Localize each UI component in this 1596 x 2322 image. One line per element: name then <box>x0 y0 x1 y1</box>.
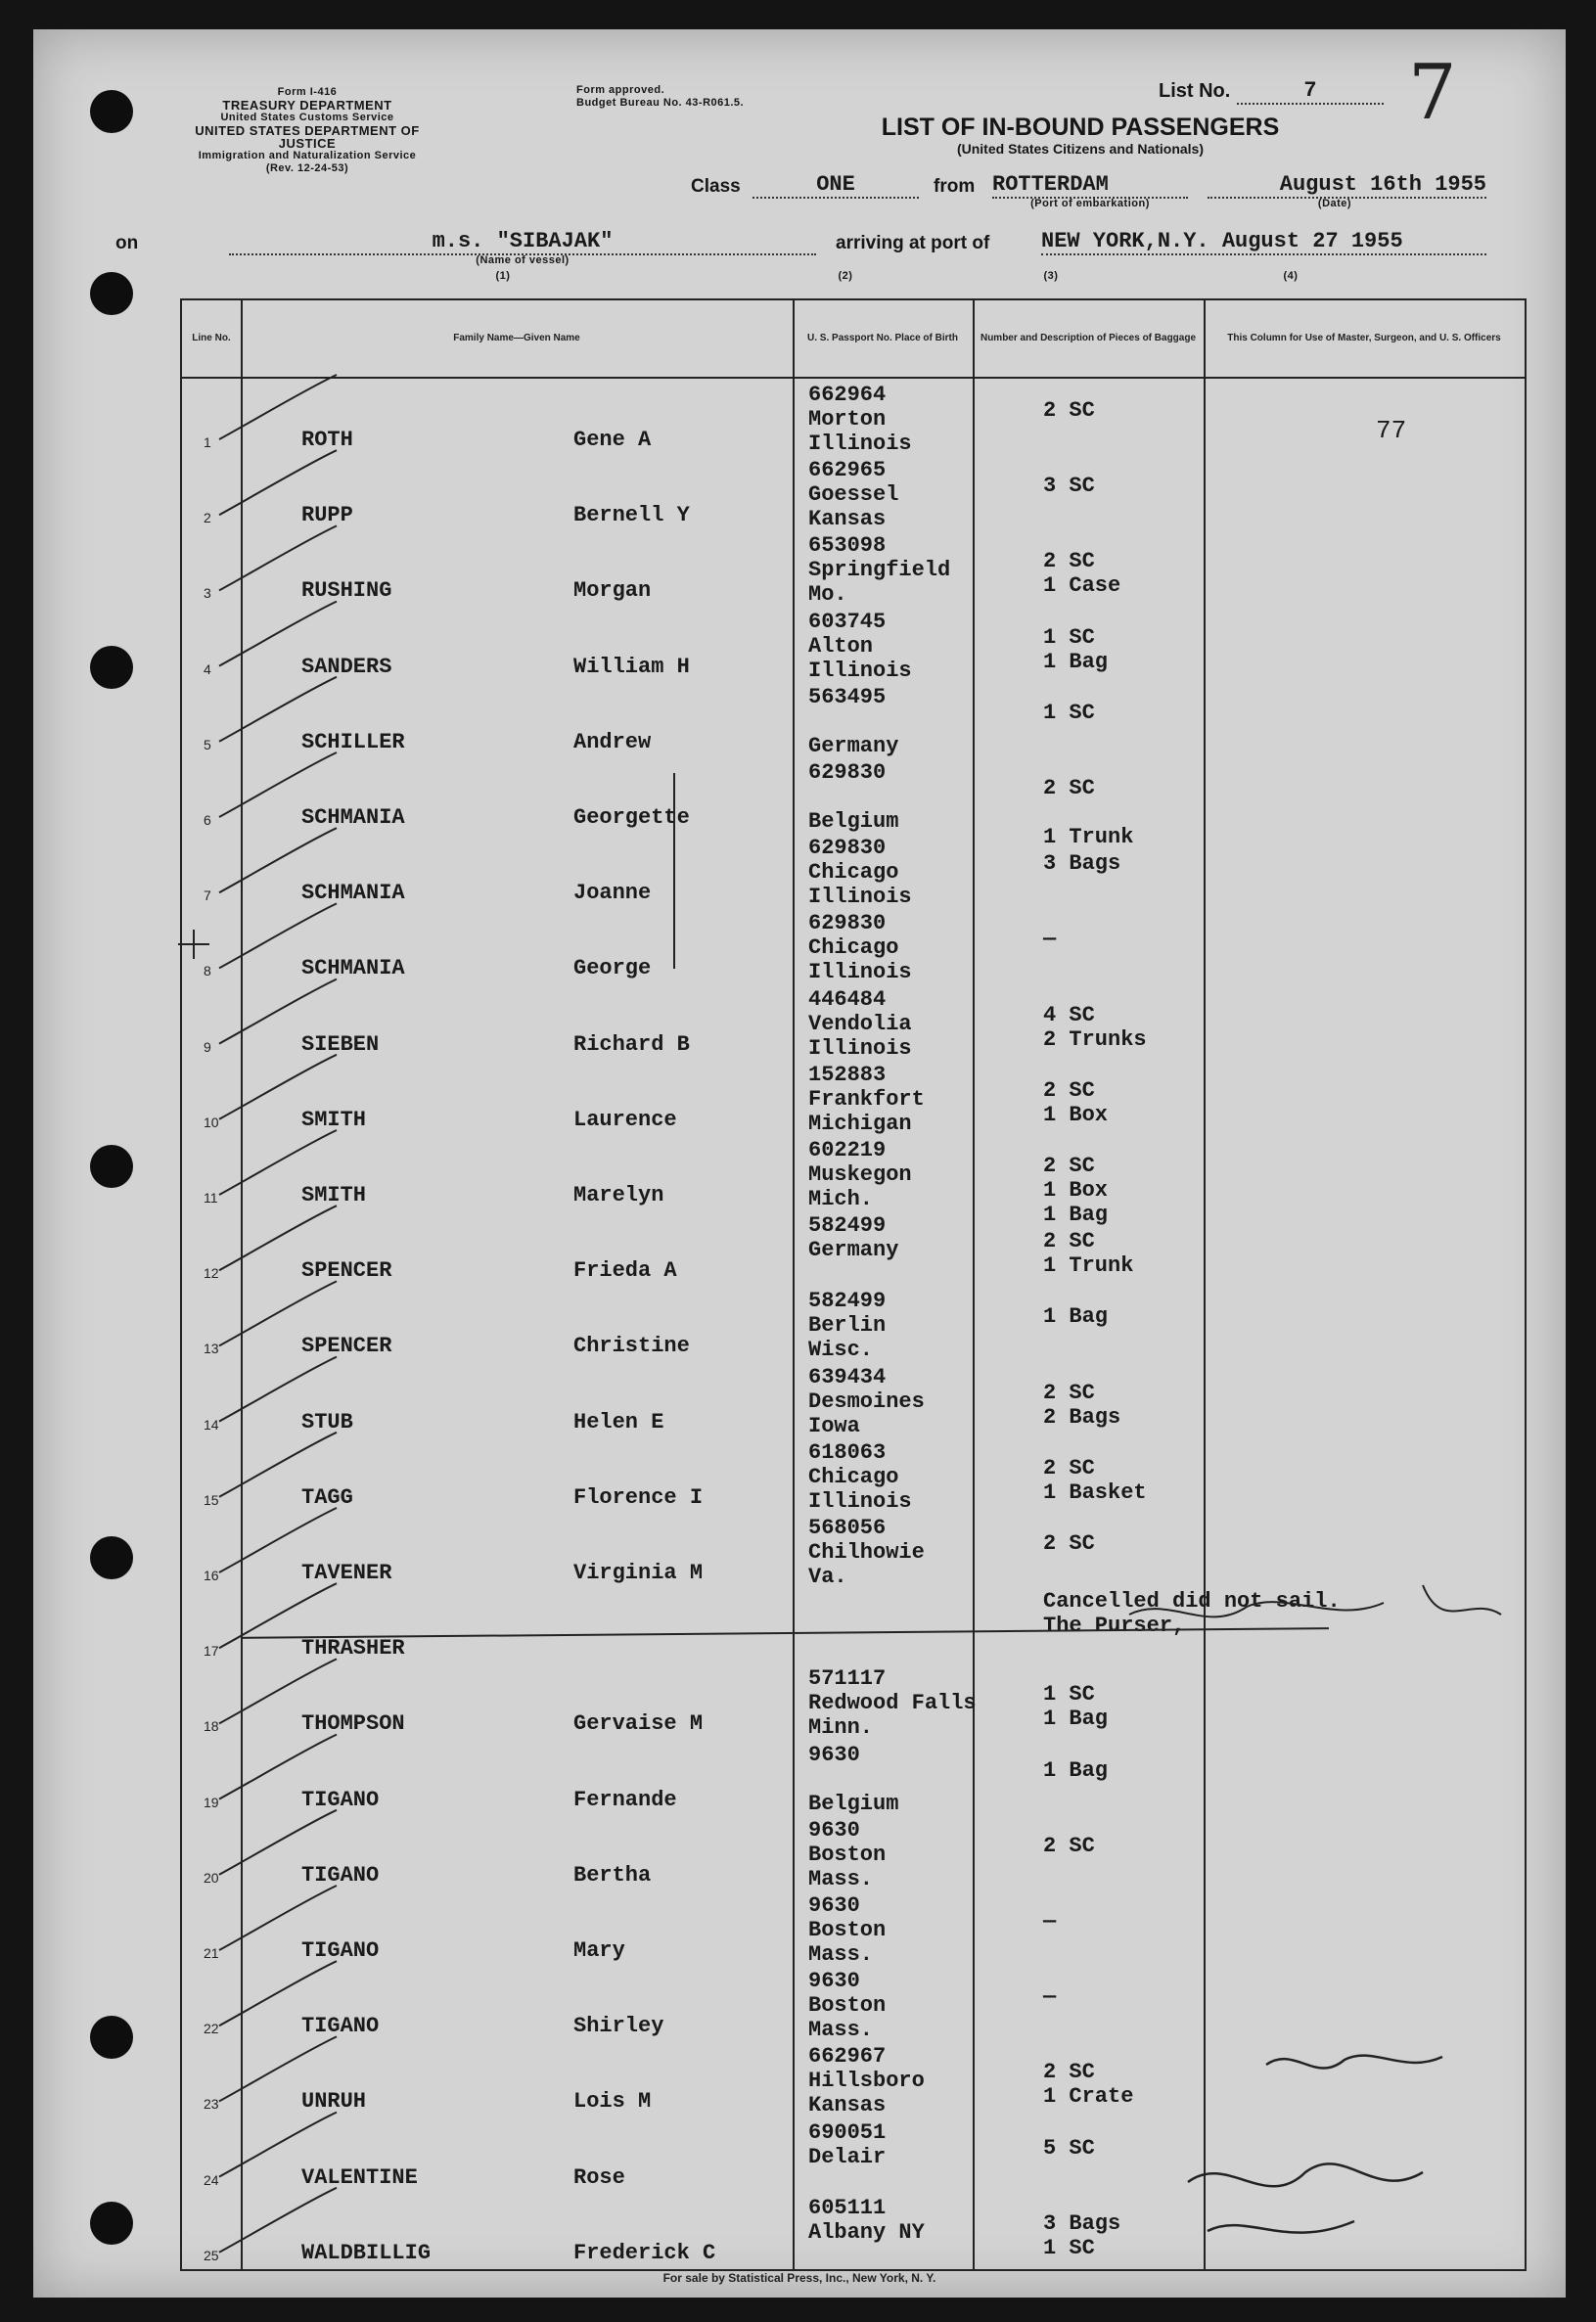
given-name: Laurence <box>573 1107 677 1132</box>
col-caption-1: (1) <box>495 270 511 282</box>
family-name: SCHILLER <box>301 729 405 754</box>
check-mark <box>219 1583 337 1648</box>
check-mark <box>219 828 337 892</box>
line-number: 5 <box>204 736 211 752</box>
handwritten-marks <box>33 29 1566 2298</box>
line-number: 14 <box>204 1416 219 1433</box>
given-name: Mary <box>573 1938 625 1963</box>
arriving-value: NEW YORK,N.Y. August 27 1955 <box>1041 229 1486 255</box>
family-name: SCHMANIA <box>301 881 405 906</box>
given-name: Georgette <box>573 805 690 830</box>
justice-dept: UNITED STATES DEPARTMENT OF JUSTICE <box>195 123 420 151</box>
family-name: TIGANO <box>301 1938 380 1963</box>
from-value: ROTTERDAM <box>992 172 1188 199</box>
check-mark <box>219 1735 337 1799</box>
page-subtitle: (United States Citizens and Nationals) <box>956 141 1205 157</box>
family-name: SANDERS <box>301 654 392 679</box>
family-name: SIEBEN <box>301 1031 380 1057</box>
passport-birthplace: 582499 Germany <box>808 1213 899 1263</box>
passport-birthplace: 9630 Boston Mass. <box>808 1893 887 1967</box>
passport-birthplace: 9630 Boston Mass. <box>808 1969 887 2043</box>
passport-birthplace: 605111 Albany NY <box>808 2195 925 2245</box>
line-number: 12 <box>204 1265 219 1282</box>
family-name: TAVENER <box>301 1561 392 1585</box>
arriving-label: arriving at port of <box>836 233 990 253</box>
passport-birthplace: 629830 Chicago Illinois <box>808 836 912 910</box>
baggage: — <box>1043 927 1057 952</box>
passport-birthplace: 446484 Vendolia Illinois <box>808 986 912 1061</box>
family-name: SPENCER <box>301 1334 392 1359</box>
given-name: Fernande <box>573 1787 677 1812</box>
passport-birthplace: 662965 Goessel Kansas <box>808 458 899 532</box>
line-number: 16 <box>204 1568 219 1583</box>
check-mark <box>219 375 337 439</box>
line-number: 10 <box>204 1114 219 1130</box>
given-name: Virginia M <box>573 1561 704 1585</box>
passport-birthplace: 618063 Chicago Illinois <box>808 1439 912 1514</box>
passport-birthplace: 629830 Belgium <box>808 760 899 834</box>
family-name: TAGG <box>301 1484 353 1510</box>
passport-birthplace: 690051 Delair <box>808 2119 887 2169</box>
check-mark <box>219 2188 337 2253</box>
line-number: 24 <box>204 2171 219 2188</box>
date-caption: (Date) <box>1317 198 1352 209</box>
check-mark <box>219 1810 337 1875</box>
check-mark <box>219 1508 337 1572</box>
family-name: STUB <box>301 1409 353 1434</box>
family-name: RUPP <box>301 503 353 528</box>
check-mark <box>219 2036 337 2101</box>
treasury-dept: TREASURY DEPARTMENT <box>222 98 392 113</box>
baggage: 2 SC 2 Bags <box>1043 1380 1121 1430</box>
given-name: William H <box>573 654 690 679</box>
header-passport: U. S. Passport No. Place of Birth <box>807 333 958 343</box>
header-baggage: Number and Description of Pieces of Baggage <box>980 333 1197 343</box>
check-mark <box>219 1357 337 1422</box>
check-mark <box>219 525 337 590</box>
baggage: 2 SC 1 Box 1 Bag <box>1043 1154 1109 1227</box>
purser-signature <box>1129 1585 1501 1616</box>
check-mark <box>219 1281 337 1345</box>
baggage: 3 Bags 1 SC <box>1043 2210 1121 2260</box>
baggage: 1 SC <box>1043 700 1095 725</box>
baggage: 2 SC 1 Box <box>1043 1077 1109 1127</box>
family-name: TIGANO <box>301 2014 380 2039</box>
family-name: SCHMANIA <box>301 956 405 981</box>
customs-service: United States Customs Service <box>220 112 394 123</box>
given-name: Helen E <box>573 1409 664 1434</box>
list-no-handwritten: 7 <box>1408 49 1457 137</box>
officer-signature <box>1188 2163 1423 2232</box>
given-name: Gervaise M <box>573 1711 704 1737</box>
given-name: Frederick C <box>573 2240 716 2265</box>
baggage: 2 SC 1 Trunk <box>1043 776 1134 849</box>
officer-initials <box>1266 2056 1442 2069</box>
baggage: 3 Bags <box>1043 851 1121 877</box>
family-name: SMITH <box>301 1107 367 1132</box>
line-number: 23 <box>204 2096 219 2113</box>
family-name: TIGANO <box>301 1862 380 1888</box>
line-number: 25 <box>204 2247 219 2263</box>
form-approved: Form approved. <box>576 84 665 96</box>
given-name: Bernell Y <box>573 503 690 528</box>
line-number: 3 <box>204 585 211 602</box>
vessel-caption: (Name of vessel) <box>476 254 570 266</box>
given-name: Lois M <box>573 2089 652 2115</box>
given-name: Frieda A <box>573 1258 677 1284</box>
family-name: SMITH <box>301 1183 367 1207</box>
passport-birthplace: 662964 Morton Illinois <box>808 383 912 456</box>
line-number: 8 <box>204 963 211 979</box>
check-mark <box>219 677 337 742</box>
passport-birthplace: 9630 Boston Mass. <box>808 1817 887 1891</box>
given-name: George <box>573 956 652 981</box>
passport-birthplace: 9630 Belgium <box>808 1742 899 1816</box>
line-number: 13 <box>204 1341 219 1357</box>
passport-birthplace: 629830 Chicago Illinois <box>808 911 912 985</box>
check-mark <box>219 1130 337 1195</box>
given-name: Shirley <box>573 2014 664 2039</box>
baggage: 1 SC 1 Bag <box>1043 1682 1109 1732</box>
header-name: Family Name—Given Name <box>453 333 580 343</box>
line-number: 9 <box>204 1038 211 1055</box>
list-no-label: List No. <box>1159 80 1231 102</box>
header-officers: This Column for Use of Master, Surgeon, and U. S. Officers <box>1227 333 1501 343</box>
date-value: August 16th 1955 <box>1208 172 1486 199</box>
check-marks <box>219 375 337 2253</box>
family-name: SPENCER <box>301 1258 392 1284</box>
passport-birthplace: 571117 Redwood Falls Minn. <box>808 1666 977 1741</box>
baggage: 2 SC <box>1043 1833 1095 1858</box>
passport-birthplace: 563495 Germany <box>808 684 899 758</box>
header-line-no: Line No. <box>192 333 231 343</box>
check-mark <box>219 602 337 666</box>
check-mark <box>219 903 337 968</box>
baggage: Cancelled did not sail. The Purser, <box>1043 1589 1341 1639</box>
col-caption-3: (3) <box>1043 270 1059 282</box>
line-number: 6 <box>204 812 211 828</box>
baggage: 1 Bag <box>1043 1304 1109 1330</box>
baggage: 5 SC <box>1043 2135 1095 2161</box>
class-value: ONE <box>752 172 919 199</box>
check-mark <box>219 1659 337 1723</box>
baggage: 2 SC <box>1043 398 1095 423</box>
on-label: on <box>115 233 139 253</box>
line-number: 22 <box>204 2021 219 2037</box>
family-name: TIGANO <box>301 1787 380 1812</box>
line-number: 4 <box>204 660 211 677</box>
passport-birthplace: 582499 Berlin Wisc. <box>808 1289 887 1363</box>
family-name: WALDBILLIG <box>301 2240 432 2265</box>
passport-birthplace: 602219 Muskegon Mich. <box>808 1138 912 1211</box>
family-name: THRASHER <box>301 1636 405 1662</box>
check-mark <box>219 979 337 1044</box>
given-name: Bertha <box>573 1862 652 1888</box>
line-number: 19 <box>204 1794 219 1810</box>
baggage: 2 SC 1 Case <box>1043 549 1121 599</box>
manifest-page <box>33 29 1566 2298</box>
class-label: Class <box>691 176 741 197</box>
passport-birthplace: 568056 Chilhowie Va. <box>808 1516 925 1589</box>
vessel-name: m.s. "SIBAJAK" <box>229 229 816 255</box>
baggage: 4 SC 2 Trunks <box>1043 1002 1147 1052</box>
line-number: 2 <box>204 510 211 526</box>
from-label: from <box>934 176 976 197</box>
passport-birthplace: 653098 Springfield Mo. <box>808 533 951 608</box>
check-mark <box>219 1055 337 1119</box>
passport-birthplace: 639434 Desmoines Iowa <box>808 1364 925 1438</box>
given-name: Christine <box>573 1334 690 1359</box>
family-name: THOMPSON <box>301 1711 405 1737</box>
given-name: Andrew <box>573 729 652 754</box>
given-name: Joanne <box>573 881 652 906</box>
check-mark <box>219 1886 337 1950</box>
line-number: 15 <box>204 1491 219 1508</box>
check-mark <box>219 2113 337 2177</box>
given-name: Morgan <box>573 578 652 604</box>
check-mark <box>219 450 337 515</box>
line-number: 11 <box>204 1190 218 1206</box>
passport-birthplace: 662967 Hillsboro Kansas <box>808 2044 925 2118</box>
given-name: Marelyn <box>573 1183 664 1207</box>
col-caption-2: (2) <box>838 270 853 282</box>
page-title: LIST OF IN-BOUND PASSENGERS <box>881 114 1280 141</box>
baggage: — <box>1043 1909 1057 1934</box>
given-name: Richard B <box>573 1031 690 1057</box>
list-no-value: 7 <box>1237 78 1384 105</box>
cross-mark <box>178 930 209 959</box>
revision-date: (Rev. 12-24-53) <box>265 162 349 174</box>
baggage: 2 SC 1 Trunk <box>1043 1229 1134 1279</box>
line-number: 17 <box>204 1643 219 1660</box>
family-name: VALENTINE <box>301 2164 418 2190</box>
line-number: 18 <box>204 1718 219 1735</box>
baggage: — <box>1043 1984 1057 2010</box>
family-name: UNRUH <box>301 2089 367 2115</box>
check-mark <box>219 1433 337 1497</box>
form-number: Form I-416 <box>277 86 338 98</box>
baggage: 1 SC 1 Bag <box>1043 624 1109 674</box>
baggage: 2 SC 1 Basket <box>1043 1455 1147 1505</box>
line-number: 21 <box>204 1945 219 1961</box>
col-caption-4: (4) <box>1283 270 1299 282</box>
line-number: 1 <box>204 434 211 450</box>
check-mark <box>219 752 337 817</box>
family-name: RUSHING <box>301 578 392 604</box>
baggage: 1 Bag <box>1043 1757 1109 1783</box>
line-number: 7 <box>204 888 211 904</box>
family-name: SCHMANIA <box>301 805 405 830</box>
passport-birthplace: 152883 Frankfort Michigan <box>808 1062 925 1136</box>
from-caption: (Port of embarkation) <box>1030 198 1150 209</box>
ins-service: Immigration and Naturalization Service <box>198 150 417 161</box>
footer-printer: For sale by Statistical Press, Inc., New York, N. Y. <box>662 2271 936 2285</box>
passport-birthplace: 603745 Alton Illinois <box>808 609 912 683</box>
check-mark <box>219 1961 337 2026</box>
check-mark <box>219 1206 337 1270</box>
budget-bureau: Budget Bureau No. 43-R061.5. <box>576 97 745 109</box>
baggage: 2 SC 1 Crate <box>1043 2060 1134 2110</box>
baggage: 3 SC <box>1043 474 1095 499</box>
given-name: Gene A <box>573 428 652 452</box>
officer-note: 77 <box>1376 416 1407 445</box>
given-name: Rose <box>573 2164 625 2190</box>
baggage: 2 SC <box>1043 1531 1095 1556</box>
line-number: 20 <box>204 1869 219 1886</box>
family-name: ROTH <box>301 428 353 452</box>
given-name: Florence I <box>573 1484 704 1510</box>
